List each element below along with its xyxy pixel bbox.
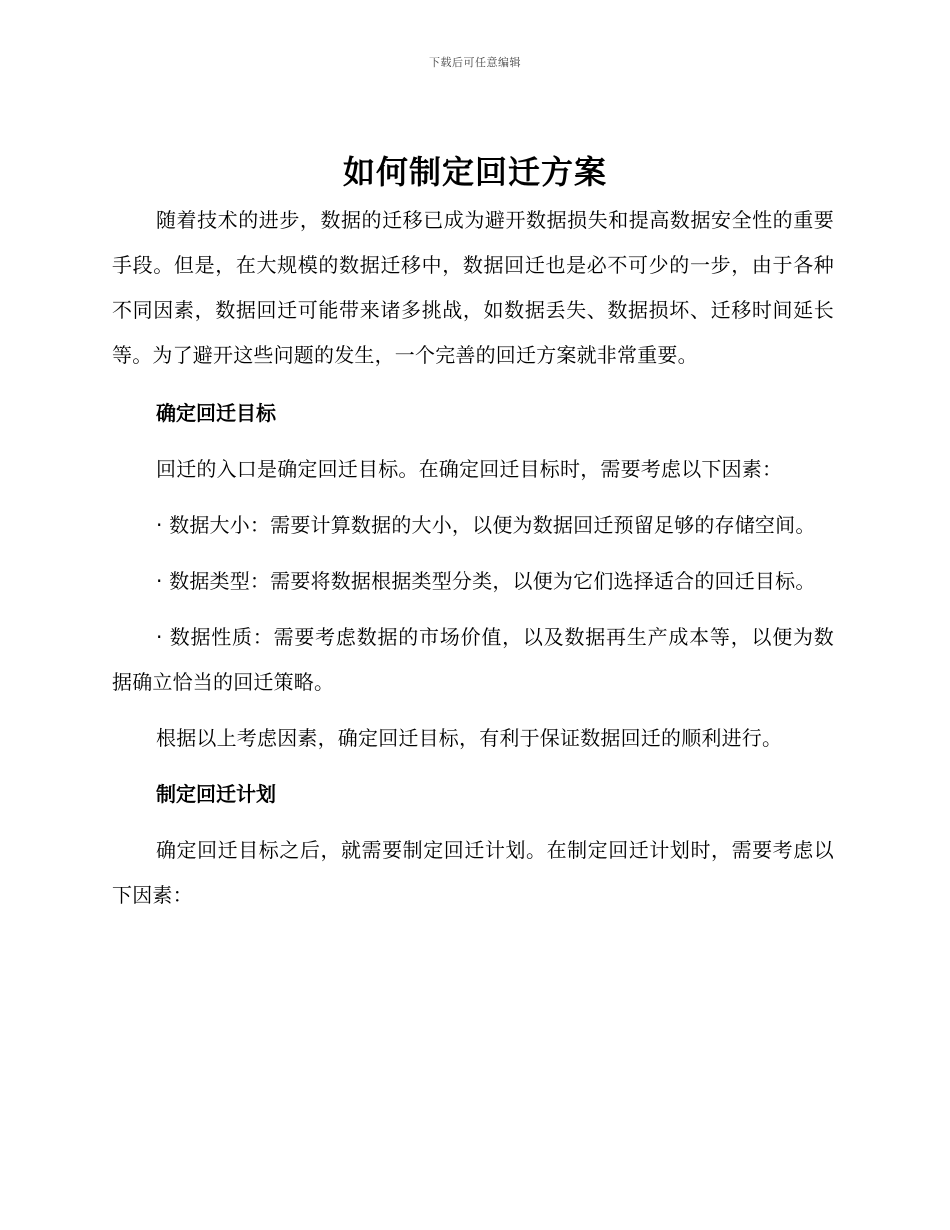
section-goal-lead: 回迁的入口是确定回迁目标。在确定回迁目标时，需要考虑以下因素： (156, 457, 783, 481)
document-body (112, 198, 834, 929)
list-item-data-nature: · 数据性质：需要考虑数据的市场价值，以及数据再生产成本等，以便为数据确立恰当的回迁策略。 (112, 625, 834, 694)
section-plan-lead: 确定回迁目标之后，就需要制定回迁计划。在制定回迁计划时，需要考虑以下因素： (112, 838, 834, 907)
section-heading-goal: 确定回迁目标 (156, 401, 276, 425)
document-title: 如何制定回迁方案 (342, 153, 607, 191)
section-goal-conclusion: 根据以上考虑因素，确定回迁目标，有利于保证数据回迁的顺利进行。 (156, 726, 783, 750)
list-item-data-size: · 数据大小：需要计算数据的大小，以便为数据回迁预留足够的存储空间。 (156, 513, 816, 537)
section-heading-plan: 制定回迁计划 (156, 782, 276, 806)
list-item-data-type: · 数据类型：需要将数据根据类型分类，以便为它们选择适合的回迁目标。 (156, 569, 816, 593)
intro-paragraph: 随着技术的进步，数据的迁移已成为避开数据损失和提高数据安全性的重要手段。但是，在大规模的数据迁移中，数据回迁也是必不可少的一步，由于各种不同因素，数据回迁可能带来诸多挑战，如数据丢失、数据损坏、迁移时间延长等。为了避开这些问题的发生，一个完善的回迁方案就非常重要。 (112, 208, 834, 367)
header-note: 下载后可任意编辑 (429, 56, 521, 69)
